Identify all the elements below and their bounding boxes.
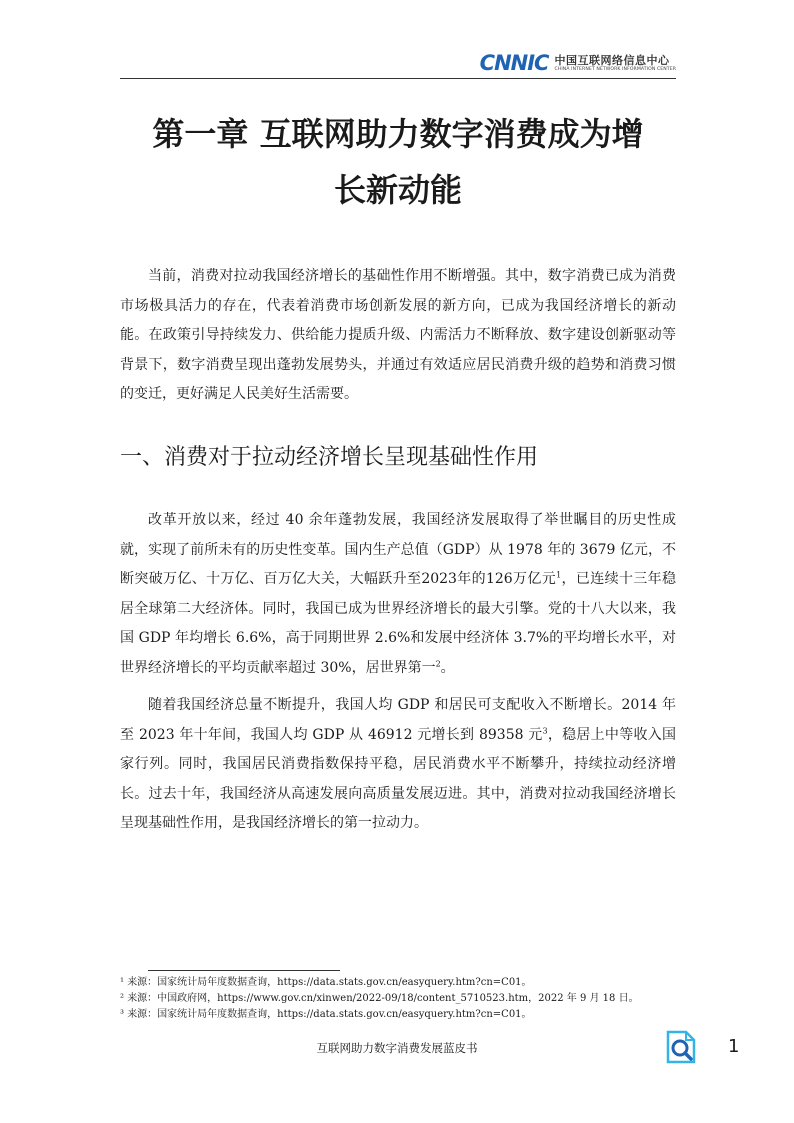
body-paragraph-2 (120, 691, 676, 839)
page-header (120, 50, 676, 79)
body-paragraph-1-text-b: ，已连续十三年稳居全球第二大经济体。同时，我国已成为世界经济增长的最大引擎。党的十八大以来，我国 GDP 年均增长 6.6%，高于同期世界 2.6%和发展中经济体 3.7%的平均增长水平，对世界经济增长的平均贡献率超过 30%，居世界第一 (120, 571, 676, 676)
cnnic-logo (480, 52, 676, 74)
page-number: 1 (728, 1036, 740, 1057)
cnnic-logo-en: CHINA INTERNET NETWORK INFORMATION CENTER (554, 66, 676, 72)
section-title: 一、消费对于拉动经济增长呈现基础性作用 (120, 445, 539, 470)
chapter-title-line1: 第一章 互联网助力数字消费成为增 (152, 115, 644, 153)
cnnic-logo-text (554, 54, 676, 73)
footer-title: 互联网助力数字消费发展蓝皮书 (316, 1041, 478, 1055)
footnote-1: ¹ 来源：国家统计局年度数据查询，https://data.stats.gov.cn/easyquery.htm?cn=C01。 (120, 977, 532, 988)
footnotes (120, 975, 680, 1023)
footnote-3: ³ 来源：国家统计局年度数据查询，https://data.stats.gov.cn/easyquery.htm?cn=C01。 (120, 1009, 532, 1020)
footnote-2: ² 来源：中国政府网，https://www.gov.cn/xinwen/2022-09/18/content_5710523.htm，2022 年 9 月 18 日。 (120, 993, 639, 1004)
footnote-ref-2: 2 (435, 658, 441, 668)
body-paragraph-1 (120, 506, 676, 683)
footnote-ref-1: 1 (556, 570, 562, 580)
intro-paragraph: 当前，消费对拉动我国经济增长的基础性作用不断增强。其中，数字消费已成为消费市场极具活力的存在，代表着消费市场创新发展的新方向，已成为我国经济增长的新动能。在政策引导持续发力、供给能力提质升级、内需活力不断释放、数字建设创新驱动等背景下，数字消费呈现出蓬勃发展势头，并通过有效适应居民消费升级的趋势和消费习惯的变迁，更好满足人民美好生活需要。 (120, 268, 676, 402)
body-paragraph-1-text-c: 。 (440, 659, 455, 676)
chapter-title (120, 106, 676, 218)
body-paragraph-2-text-b: ，稳居上中等收入国家行列。同时，我国居民消费指数保持平稳，居民消费水平不断攀升，持续拉动经济增长。过去十年，我国经济从高速发展向高质量发展迈进。其中，消费对拉动我国经济增长呈现基础性作用，是我国经济增长的第一拉动力。 (120, 726, 676, 831)
cnnic-logo-cn: 中国互联网络信息中心 (554, 53, 670, 67)
footnote-ref-3: 3 (542, 725, 548, 735)
footnote-divider (148, 970, 340, 971)
body-paragraph-1-text-a: 改革开放以来，经过 40 余年蓬勃发展，我国经济发展取得了举世瞩目的历史性成就，实现了前所未有的历史性变革。国内生产总值（GDP）从 1978 年的 3679 亿元，不断突破万亿、十万亿、百万亿大关，大幅跃升至2023年的126万亿元 (120, 512, 676, 587)
chapter-title-line2: 长新动能 (333, 171, 462, 209)
body-paragraph-2-text-a: 随着我国经济总量不断提升，我国人均 GDP 和居民可支配收入不断增长。2014 年至 2023 年十年间，我国人均 GDP 从 46912 元增长到 89358 元 (120, 697, 676, 743)
cnnic-logo-mark: CNNIC (479, 51, 549, 75)
magnifier-report-icon (664, 1030, 698, 1068)
